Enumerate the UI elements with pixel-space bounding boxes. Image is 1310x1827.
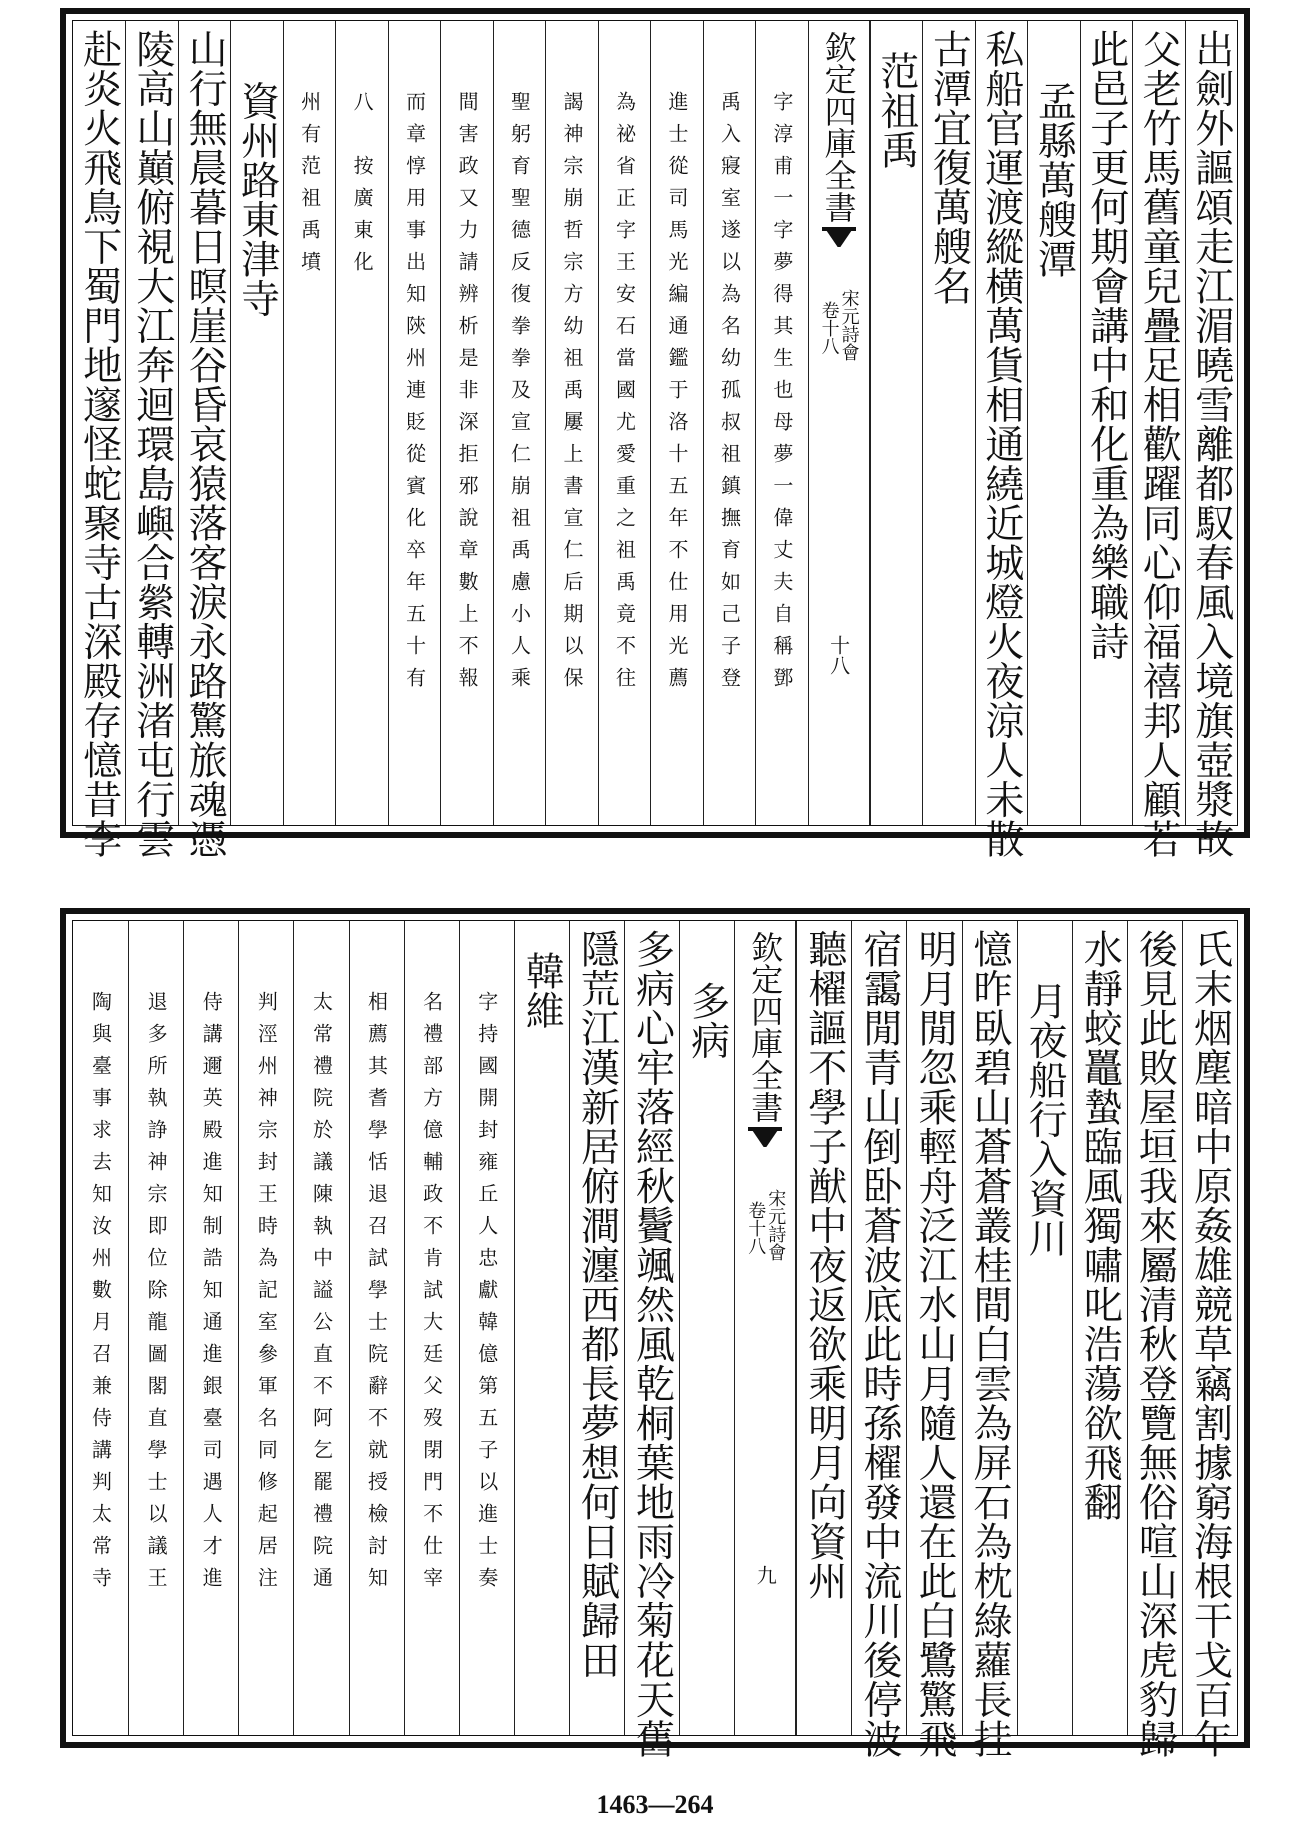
biography-note: 進士從司馬光編通鑑于洛十五年不仕用光薦 (664, 91, 689, 699)
text-column (922, 21, 974, 825)
biography-note: 而章惇用事出知陝州連貶從賓化卒年五十有 (402, 91, 427, 699)
text-column (73, 21, 125, 859)
text-column (906, 921, 961, 1759)
center-margin-column (808, 21, 870, 825)
biography-note: 名禮部方億輔政不肯試大廷父歿閉門不仕宰 (419, 991, 444, 1599)
text-column (1080, 21, 1132, 825)
text-column (569, 921, 624, 1735)
fishtail-mark-icon (822, 227, 856, 283)
text-column (283, 21, 335, 825)
biography-note: 陶與臺事求去知汝州數月召兼侍講判太常寺 (88, 991, 113, 1599)
text-column (975, 21, 1027, 859)
text-column (293, 921, 348, 1735)
text-column (1017, 921, 1072, 1735)
biography-note: 八 按廣東化 (350, 91, 375, 283)
biography-note: 判涇州神宗封王時為記室參軍名同修起居注 (254, 991, 279, 1599)
poem-title: 資州路東津寺 (234, 81, 280, 318)
text-column (1027, 21, 1079, 825)
juan-number: 卷十八 (745, 1201, 767, 1255)
poem-title: 多病 (684, 981, 730, 1060)
text-column (598, 21, 650, 825)
text-column (703, 21, 755, 825)
poem-title: 孟縣萬艘潭 (1031, 81, 1077, 279)
text-column (679, 921, 734, 1735)
text-column (1182, 921, 1237, 1759)
poem-line: 此邑子更何期會講中和化重為樂職詩 (1083, 29, 1129, 661)
biography-note: 為祕省正字王安石當國尤愛重之祖禹竟不往 (612, 91, 637, 699)
poem-title: 月夜船行入資川 (1022, 981, 1068, 1258)
collection-title: 欽定四庫全書 (819, 31, 858, 223)
text-column (183, 921, 238, 1735)
bottom-page (60, 908, 1250, 1759)
biography-note: 謁神宗崩哲宗方幼祖禹屢上書宣仁后期以保 (560, 91, 585, 699)
poem-line: 水靜蛟鼉蟄臨風獨嘯叱浩蕩欲飛翻 (1077, 929, 1123, 1522)
collection-title: 欽定四庫全書 (746, 931, 785, 1123)
bottom-page-frame (72, 920, 1238, 1759)
fishtail-mark-icon (748, 1127, 782, 1183)
text-column (851, 921, 906, 1759)
biography-note: 太常禮院於議陳執中謚公直不阿乞罷禮院通 (309, 991, 334, 1599)
juan-number: 卷十八 (818, 301, 840, 355)
text-column (230, 21, 282, 825)
top-page-frame (72, 20, 1238, 859)
text-column (493, 21, 545, 825)
biography-note: 退多所執諍神宗即位除龍圖閣直學士以議王 (144, 991, 169, 1599)
poem-line: 多病心牢落經秋鬢颯然風乾桐葉地雨冷菊花天舊 (629, 929, 675, 1759)
book-title: 宋元詩會 (765, 1189, 787, 1261)
text-column (440, 21, 492, 825)
biography-note: 禹入寢室遂以為名幼孤叔祖鎮撫育如己子登 (717, 91, 742, 699)
text-column (755, 21, 807, 825)
poem-line: 聽櫂謳不學子猷中夜返欲乘明月向資州 (801, 929, 847, 1601)
center-margin-column (734, 921, 796, 1735)
leaf-number: 九 (753, 1565, 778, 1585)
poem-line: 赴炎火飛鳥下蜀門地邃怪蛇聚寺古深殿存憶昔李 (76, 29, 122, 859)
page-footer-number: 1463—264 (596, 1790, 714, 1819)
poem-line: 出劍外謳頌走江湄曉雪離都馭春風入境旗壺漿故 (1188, 29, 1234, 859)
poem-line: 憶昨臥碧山蒼蒼叢桂間白雲為屏石為枕綠蘿長挂 (967, 929, 1013, 1759)
text-column (1132, 21, 1184, 859)
text-column (624, 921, 679, 1759)
poem-line: 明月閒忽乘輕舟泛江水山月隨人還在此白鷺驚飛 (911, 929, 957, 1759)
text-column (349, 921, 404, 1735)
text-column (870, 21, 922, 825)
text-column (1072, 921, 1127, 1735)
text-column (545, 21, 597, 825)
poem-line: 父老竹馬舊童兒疊足相歡躍同心仰福禧邦人顧若 (1136, 29, 1182, 859)
text-column (73, 921, 128, 1735)
text-column (962, 921, 1017, 1759)
biography-note: 侍講邇英殿進知制誥知通進銀臺司遇人才進 (199, 991, 224, 1599)
poem-line: 後見此敗屋垣我來屬清秋登覽無俗喧山深虎豹歸 (1132, 929, 1178, 1759)
biography-note: 州有范祖禹墳 (297, 91, 322, 283)
book-title: 宋元詩會 (838, 289, 860, 361)
poem-line: 陵高山巔俯視大江奔迴環島嶼合縈轉洲渚屯行雲 (129, 29, 175, 859)
leaf-number: 十八 (826, 635, 851, 675)
text-column (1127, 921, 1182, 1759)
author-name: 范祖禹 (873, 51, 919, 170)
text-column (335, 21, 387, 825)
biography-note: 字淳甫一字夢得其生也母夢一偉丈夫自稱鄧 (769, 91, 794, 699)
text-column (650, 21, 702, 825)
text-column (388, 21, 440, 825)
poem-line: 宿靄閒青山倒卧蒼波底此時孫櫂發中流川後停波 (856, 929, 902, 1759)
poem-line: 古潭宜復萬艘名 (926, 29, 972, 306)
text-column (125, 21, 177, 859)
author-name: 韓維 (519, 951, 565, 1030)
poem-line: 山行無晨暮日暝崖谷昏哀猿落客淚永路驚旅魂憑 (182, 29, 228, 859)
biography-note: 間害政又力請辨析是非深拒邪說章數上不報 (455, 91, 480, 699)
poem-line: 隱荒江漢新居俯澗瀍西都長夢想何日賦歸田 (574, 929, 620, 1680)
text-column (238, 921, 293, 1735)
text-column (178, 21, 230, 859)
text-column (128, 921, 183, 1735)
biography-note: 相薦其耆學恬退召試學士院辭不就授檢討知 (364, 991, 389, 1599)
biography-note: 聖躬育聖德反復拳拳及宣仁崩祖禹慮小人乘 (507, 91, 532, 699)
poem-line: 私船官運渡縱横萬貨相通繞近城燈火夜涼人未散 (978, 29, 1024, 859)
poem-line: 氏末烟塵暗中原姦雄競草竊割據窮海根干戈百年 (1187, 929, 1233, 1759)
biography-note: 字持國開封雍丘人忠獻韓億第五子以進士奏 (474, 991, 499, 1599)
text-column (1185, 21, 1237, 859)
text-column (459, 921, 514, 1735)
text-column (514, 921, 569, 1735)
text-column (796, 921, 851, 1735)
top-page (60, 8, 1250, 859)
text-column (404, 921, 459, 1735)
